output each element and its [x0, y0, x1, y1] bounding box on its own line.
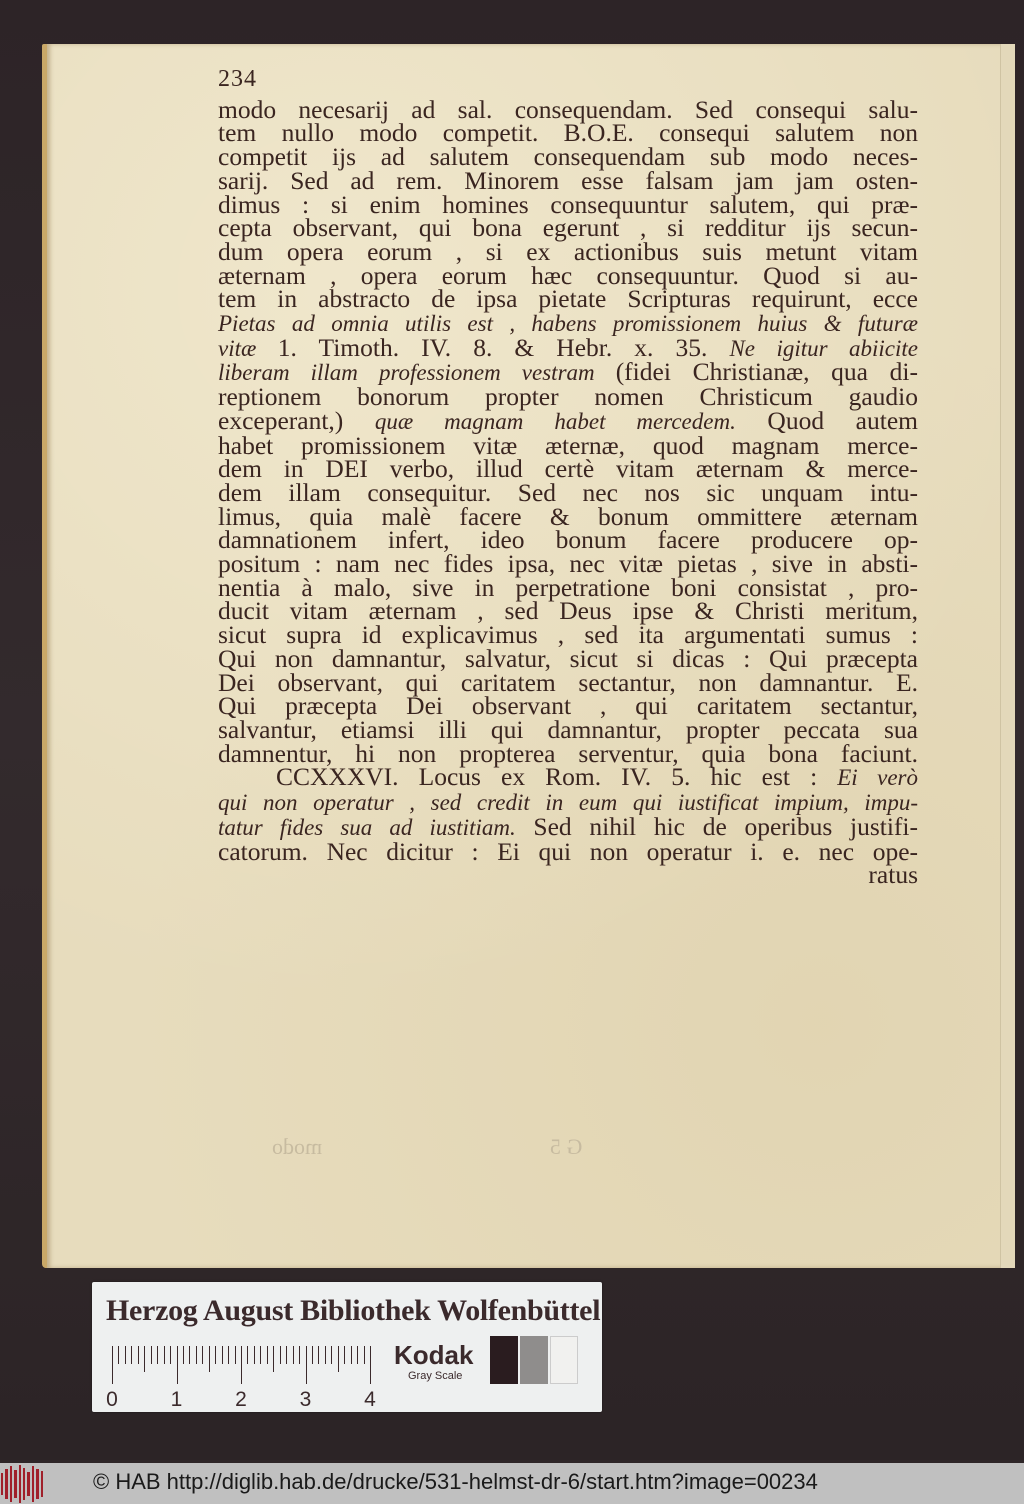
- ruler-tick: [357, 1346, 358, 1364]
- roman-text: cepta observant, qui bona egerunt , si redditur ijs secun-: [218, 213, 918, 243]
- logo-bar: [14, 1470, 16, 1498]
- italic-text: Ei verò: [837, 765, 918, 791]
- roman-text: sicut supra id explicavimus , sed ita argumentati sumus :: [218, 620, 918, 650]
- text-line: [218, 762, 918, 792]
- italic-text: Ne igitur abiicite: [729, 335, 918, 361]
- italic-text: tatur fides sua ad iustitiam.: [218, 814, 516, 840]
- bleed-through-signature: G 5: [550, 1134, 583, 1159]
- roman-text: nentia à malo, sive in perpetratione boni consistat , pro-: [218, 572, 918, 602]
- ruler-number: 0: [106, 1388, 118, 1411]
- hab-logo-icon: [0, 1465, 43, 1503]
- logo-bar: [41, 1471, 43, 1497]
- roman-text: tem in abstracto de ipsa pietate Scripturas requirunt, ecce: [218, 284, 918, 314]
- ruler-tick: [151, 1346, 152, 1364]
- ruler-tick: [209, 1346, 210, 1372]
- roman-text: 1. Timoth. IV. 8. & Hebr. x. 35.: [277, 332, 730, 362]
- page-body-text: [218, 74, 918, 890]
- scale-ruler: [106, 1346, 376, 1411]
- italic-text: liberam illam professionem vestram: [218, 360, 616, 386]
- roman-text: æternam , opera eorum hæc consequuntur. Quod si au-: [218, 260, 918, 290]
- roman-text: ducit vitam æternam , sed Deus ipse & Christi meritum,: [218, 596, 918, 626]
- ruler-number: 3: [299, 1388, 312, 1411]
- ruler-tick: [157, 1346, 158, 1364]
- italic-text: Pietas ad omnia utilis est , habens promissionem huius & futuræ: [218, 311, 918, 337]
- page-number: 234: [218, 66, 257, 92]
- roman-text: limus, quia malè facere & bonum ommittere æternam: [218, 501, 918, 531]
- gray-swatch-white: [550, 1336, 578, 1384]
- ruler-tick: [267, 1346, 268, 1364]
- logo-bar: [27, 1472, 29, 1496]
- ruler-tick: [331, 1346, 332, 1364]
- ruler-tick: [215, 1346, 216, 1364]
- roman-text: competit ijs ad salutem consequendam sub modo neces-: [218, 142, 918, 172]
- italic-text: qui non operatur , sed credit in eum qui iustificat impium, impu-: [218, 790, 918, 816]
- roman-text: Dei observant, qui caritatem sectantur, non damnantur. E.: [218, 667, 918, 697]
- roman-text: positum : nam nec fides ipsa, nec vitæ pietas , sive in absti-: [218, 549, 918, 579]
- color-target-card: [92, 1282, 602, 1412]
- ruler-tick: [144, 1346, 145, 1372]
- ruler-number: 1: [170, 1388, 183, 1411]
- ruler-tick: [183, 1346, 184, 1364]
- ruler-tick: [260, 1346, 261, 1364]
- ruler-tick: [344, 1346, 345, 1364]
- ruler-tick: [164, 1346, 165, 1364]
- text-line: [218, 284, 918, 314]
- ruler-tick: [299, 1346, 300, 1364]
- ruler-tick: [273, 1346, 274, 1372]
- ruler-tick: [318, 1346, 319, 1364]
- logo-bar: [19, 1465, 21, 1503]
- ruler-tick: [196, 1346, 197, 1364]
- library-name: Herzog August Bibliothek Wolfenbüttel: [106, 1294, 601, 1327]
- ruler-tick: [228, 1346, 229, 1364]
- gray-swatch-mid: [520, 1336, 548, 1384]
- ruler-tick: [189, 1346, 190, 1364]
- ruler-tick: [222, 1346, 223, 1364]
- roman-text: Qui non damnantur, salvatur, sicut si dicas : Qui præcepta: [218, 643, 918, 673]
- roman-text: damnentur, hi non propterea serventur, quia bona faciunt.: [218, 738, 918, 768]
- ruler-tick: [364, 1346, 365, 1364]
- logo-bar: [23, 1468, 25, 1500]
- roman-text: dimus : si enim homines consequuntur salutem, qui præ-: [218, 189, 918, 219]
- ruler-tick: [338, 1346, 339, 1372]
- roman-text: reptionem bonorum propter nomen Christicum gaudio: [218, 382, 918, 412]
- ruler-tick: [312, 1346, 313, 1364]
- gray-swatch-black: [490, 1336, 518, 1384]
- ruler-tick: [170, 1346, 171, 1364]
- ruler-tick: [370, 1346, 371, 1384]
- roman-text: tem nullo modo competit. B.O.E. consequi salutem non: [218, 118, 918, 148]
- ruler-tick: [254, 1346, 255, 1364]
- ruler-tick: [306, 1346, 307, 1384]
- logo-bar: [10, 1466, 12, 1502]
- bleed-through-text: modo: [272, 1134, 323, 1159]
- gray-scale-label: Gray Scale: [408, 1370, 463, 1382]
- ruler-tick: [131, 1346, 132, 1364]
- roman-text: exceperant,): [218, 405, 375, 435]
- ruler-tick: [286, 1346, 287, 1364]
- copyright-link[interactable]: © HAB http://diglib.hab.de/drucke/531-helmst-dr-6/start.htm?image=00234: [93, 1469, 818, 1494]
- logo-bar: [36, 1469, 38, 1499]
- ruler-tick: [241, 1346, 242, 1384]
- roman-text: Sed nihil hic de operibus justifi-: [515, 811, 918, 841]
- ruler-tick: [325, 1346, 326, 1364]
- roman-text: Qui præcepta Dei observant , qui caritatem sectantur,: [218, 691, 918, 721]
- ruler-tick: [280, 1346, 281, 1364]
- ruler-tick: [351, 1346, 352, 1364]
- logo-bar: [32, 1466, 34, 1502]
- ruler-tick: [118, 1346, 119, 1364]
- roman-text: dum opera eorum , si ex actionibus suis metunt vitam: [218, 236, 918, 266]
- roman-text: sarij. Sed ad rem. Minorem esse falsam jam jam osten-: [218, 165, 918, 195]
- roman-text: damnationem infert, ideo bonum facere producere op-: [218, 525, 918, 555]
- ruler-tick: [235, 1346, 236, 1364]
- roman-text: dem illam consequitur. Sed nec nos sic unquam intu-: [218, 477, 918, 507]
- roman-text: (fidei Christianæ, qua di-: [615, 357, 918, 387]
- ruler-number: 4: [364, 1388, 376, 1411]
- ruler-tick: [112, 1346, 113, 1384]
- roman-text: dem in DEI verbo, illud certè vitam æternam & merce-: [218, 454, 918, 484]
- ruler-tick: [247, 1346, 248, 1364]
- ruler-tick: [202, 1346, 203, 1364]
- kodak-logo: Kodak: [394, 1340, 474, 1370]
- ruler-tick: [138, 1346, 139, 1364]
- roman-text: CCXXXVI. Locus ex Rom. IV. 5. hic est :: [276, 762, 838, 792]
- roman-text: Quod autem: [735, 405, 918, 435]
- footer-bar: [0, 1463, 1024, 1504]
- text-line: [218, 836, 918, 866]
- logo-bar: [5, 1469, 7, 1499]
- catchword: ratus: [868, 860, 918, 890]
- roman-text: modo necesarij ad sal. consequendam. Sed consequi salu-: [218, 94, 918, 124]
- ruler-tick: [293, 1346, 294, 1364]
- logo-bar: [1, 1473, 3, 1495]
- italic-text: quæ magnam habet mercedem.: [374, 408, 736, 434]
- page-edge: [1000, 44, 1015, 1268]
- roman-text: habet promissionem vitæ æternæ, quod magnam merce-: [218, 430, 918, 460]
- ruler-tick: [125, 1346, 126, 1364]
- roman-text: catorum. Nec dicitur : Ei qui non operatur i. e. nec ope-: [218, 836, 918, 866]
- ruler-tick: [177, 1346, 178, 1384]
- ruler-number: 2: [235, 1388, 247, 1411]
- roman-text: salvantur, etiamsi illi qui damnantur, propter peccata sua: [218, 714, 918, 744]
- italic-text: vitæ: [218, 335, 278, 361]
